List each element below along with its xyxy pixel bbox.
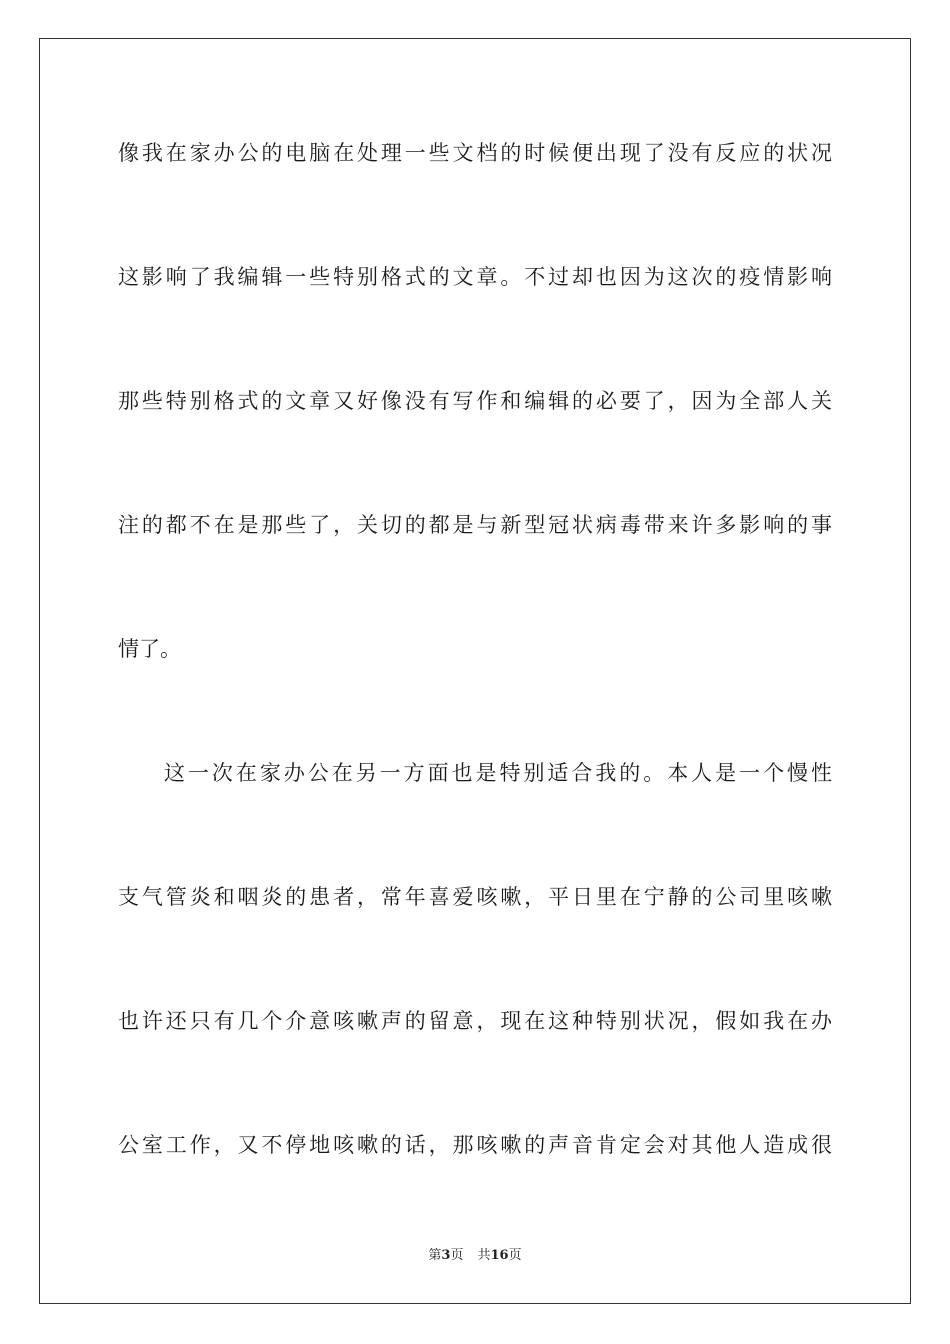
body-text-line-9: 公室工作，又不停地咳嗽的话，那咳嗽的声音肯定会对其他人造成很 [118, 1133, 832, 1157]
body-text-line-3: 那些特别格式的文章又好像没有写作和编辑的必要了，因为全部人关 [118, 389, 832, 413]
page-number: 3 [441, 1248, 451, 1263]
body-text-line-4: 注的都不在是那些了，关切的都是与新型冠状病毒带来许多影响的事 [118, 513, 832, 537]
page-prefix: 第 [428, 1248, 442, 1263]
body-text-line-6: 这一次在家办公在另一方面也是特别适合我的。本人是一个慢性 [164, 761, 832, 785]
total-suffix: 页 [508, 1248, 522, 1263]
body-text-line-8: 也许还只有几个介意咳嗽声的留意，现在这种特别状况，假如我在办 [118, 1009, 832, 1033]
body-text-line-5: 情了。 [118, 637, 181, 661]
body-text-line-1: 像我在家办公的电脑在处理一些文档的时候便出现了没有反应的状况 [118, 141, 832, 165]
page-border [39, 38, 911, 1304]
total-pages: 16 [490, 1248, 509, 1263]
total-prefix: 共 [477, 1248, 491, 1263]
body-text-line-7: 支气管炎和咽炎的患者，常年喜爱咳嗽，平日里在宁静的公司里咳嗽 [118, 885, 832, 909]
page-footer [0, 1246, 950, 1266]
page-suffix: 页 [450, 1248, 464, 1263]
body-text-line-2: 这影响了我编辑一些特别格式的文章。不过却也因为这次的疫情影响 [118, 265, 832, 289]
